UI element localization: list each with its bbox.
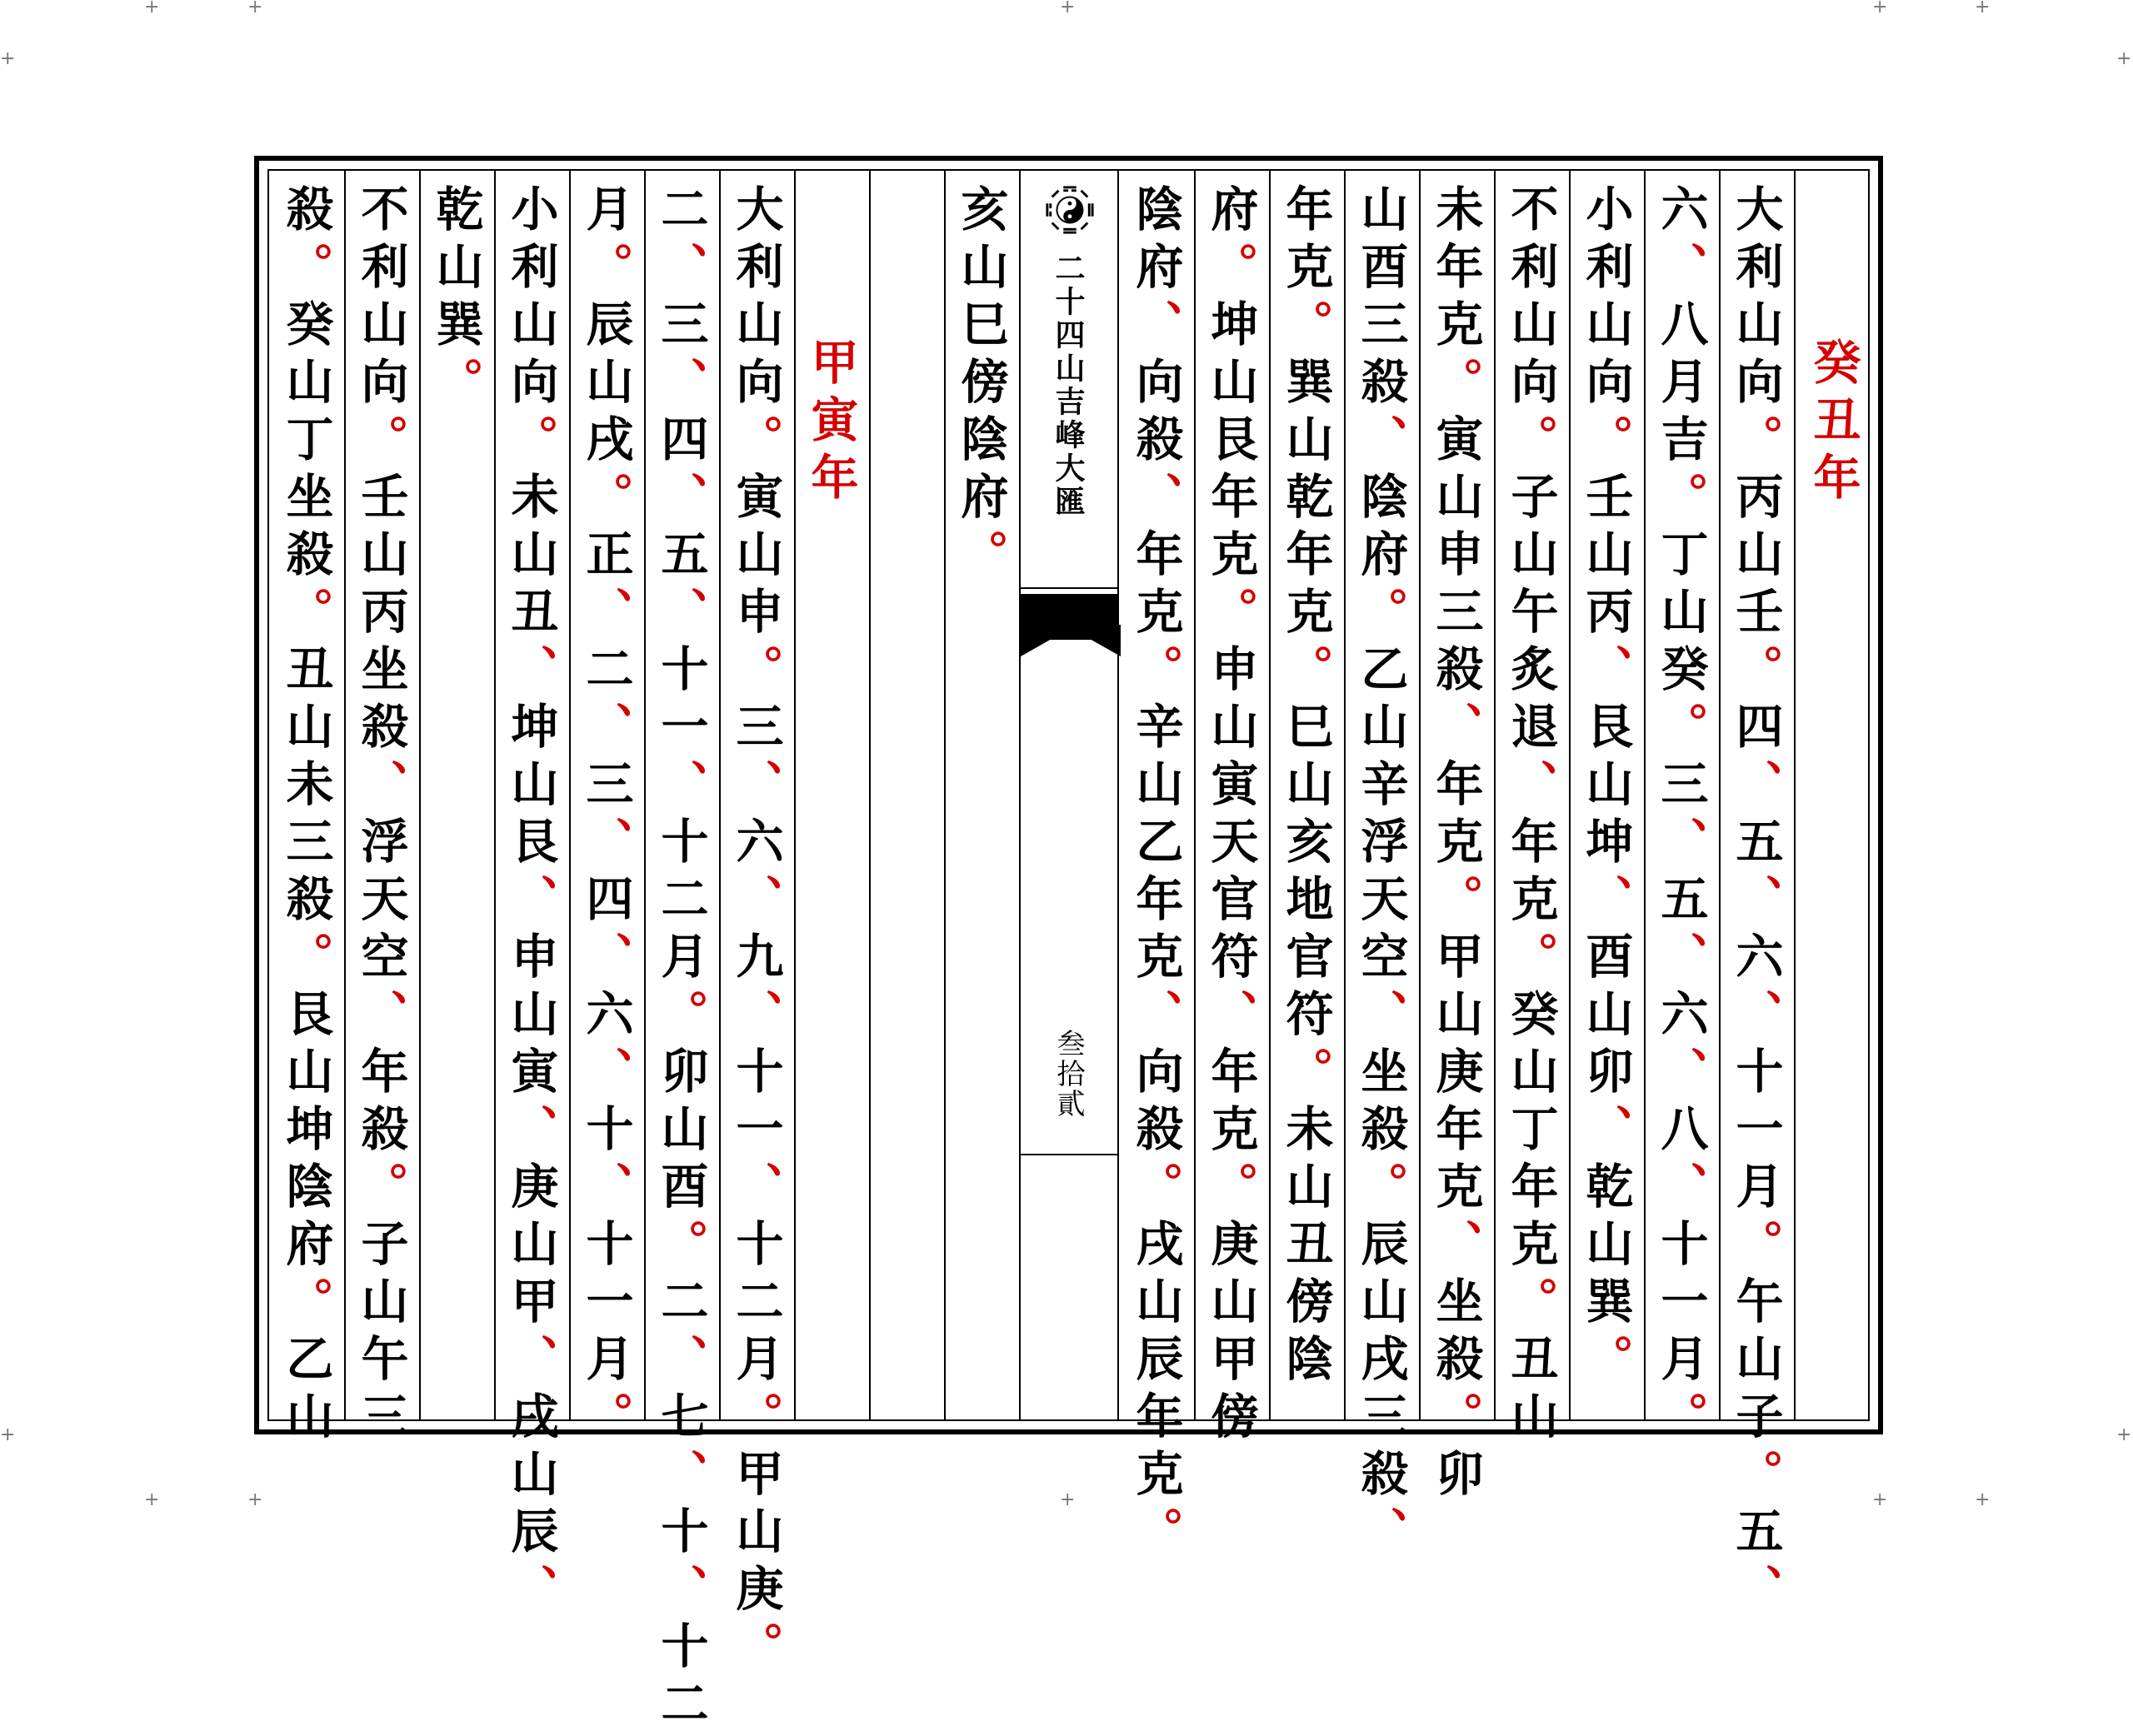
left-text-column-2 [644,171,719,1736]
punctuation-mark: 、 [1728,989,1784,1046]
punctuation-mark: 。 [278,242,334,299]
column-text: 六、八月吉。丁山癸。三、五、六、八、十一月。 [1653,184,1709,1449]
punctuation-mark: 。 [1653,471,1709,529]
crop-mark: + [2116,48,2132,69]
punctuation-mark: 、 [578,1046,634,1104]
crop-mark: + [247,1489,263,1510]
punctuation-mark: 、 [653,1564,709,1621]
column-text: 亥山巳傍陰府。 [953,184,1009,586]
punctuation-mark: 、 [578,701,634,759]
punctuation-mark: 、 [1128,989,1184,1046]
punctuation-mark: 。 [1653,1391,1709,1449]
punctuation-mark: 。 [1128,1506,1184,1564]
punctuation-mark: 。 [1278,644,1334,701]
punctuation-mark: 。 [728,1621,784,1679]
punctuation-mark: 、 [503,644,559,701]
punctuation-mark: 。 [953,529,1009,586]
punctuation-mark: 、 [653,759,709,816]
crop-mark: + [247,0,263,17]
middle-text-column [944,171,1019,1419]
punctuation-mark: 。 [1503,1276,1559,1334]
column-text: 二、三、四、五、十一、十二月。卯山酉。二、七、十、十二 [653,184,709,1736]
right-text-column-3 [1569,171,1644,1419]
punctuation-mark: 。 [1203,242,1259,299]
punctuation-mark: 。 [1428,357,1484,414]
punctuation-mark: 、 [1653,931,1709,989]
punctuation-mark: 。 [1278,1046,1334,1104]
punctuation-mark: 、 [353,989,409,1046]
punctuation-mark: 、 [728,759,784,816]
left-text-column-3 [569,171,644,1449]
crop-mark: + [1872,0,1888,17]
right-text-column-7 [1269,171,1344,1419]
punctuation-mark: 。 [1203,1161,1259,1219]
punctuation-mark: 、 [578,816,634,874]
punctuation-mark: 、 [1728,1564,1784,1621]
punctuation-mark: 、 [1503,759,1559,816]
crop-mark: + [0,48,16,69]
punctuation-mark: 。 [353,414,409,471]
punctuation-mark: 、 [728,874,784,931]
column-text: 乾山巽。 [428,184,484,414]
book-spread [254,156,1883,1736]
punctuation-mark: 、 [578,586,634,644]
punctuation-mark: 。 [278,586,334,644]
spine-divider [1021,587,1117,589]
punctuation-mark: 、 [503,1564,559,1621]
crop-mark: + [0,1424,16,1445]
column-text: 殺。癸山丁坐殺。丑山未三殺。艮山坤陰府。乙山 [278,184,334,1449]
punctuation-mark: 、 [653,242,709,299]
punctuation-mark: 。 [1653,701,1709,759]
right-text-column-5 [1419,171,1494,1506]
punctuation-mark: 、 [1353,989,1409,1046]
crop-mark: + [144,0,160,17]
section-heading-guichou [1794,171,1871,1419]
punctuation-mark: 、 [1653,1046,1709,1104]
punctuation-mark: 、 [503,874,559,931]
punctuation-mark: 。 [1728,644,1784,701]
punctuation-mark: 、 [728,989,784,1046]
punctuation-mark: 、 [1578,874,1634,931]
bagua-taiji-icon [1044,184,1096,236]
left-text-column-7 [269,171,344,1449]
right-text-column-6 [1344,171,1419,1564]
left-text-column-5 [419,171,494,1419]
punctuation-mark: 。 [578,1391,634,1449]
right-text-column-4 [1494,171,1569,1449]
punctuation-mark: 、 [653,357,709,414]
spine-title: 二十四山吉峰大匯 [1051,252,1086,519]
section-heading-jiayin [794,171,869,1419]
punctuation-mark: 。 [1728,414,1784,471]
punctuation-mark: 。 [1728,1219,1784,1276]
punctuation-mark: 、 [1353,414,1409,471]
crop-mark: + [1060,1489,1076,1510]
left-text-column-6 [344,171,419,1449]
punctuation-mark: 。 [653,989,709,1046]
column-text: 月。辰山戌。正、二、三、四、六、十、十一月。 [578,184,634,1449]
right-text-column-2 [1644,171,1719,1449]
punctuation-mark: 。 [1203,586,1259,644]
column-text: 不利山向。子山午炙退、年克。癸山丁年克。丑山 [1503,184,1559,1449]
punctuation-mark: 。 [428,357,484,414]
punctuation-mark: 、 [1578,1104,1634,1161]
punctuation-mark: 。 [278,1276,334,1334]
punctuation-mark: 。 [1278,299,1334,357]
punctuation-mark: 、 [1728,759,1784,816]
column-text: 小利山向。壬山丙、艮山坤、酉山卯、乾山巽。 [1578,184,1634,1391]
punctuation-mark: 。 [1428,1391,1484,1449]
punctuation-mark: 、 [653,1449,709,1506]
crop-mark: + [144,1489,160,1510]
punctuation-mark: 、 [1128,471,1184,529]
punctuation-mark: 。 [1128,644,1184,701]
column-text: 山酉三殺、陰府。乙山辛浮天空、坐殺。辰山戌三殺、 [1353,184,1409,1564]
right-text-column-9 [1119,171,1194,1564]
page-number: 叁拾貳 [1052,1029,1085,1119]
crop-mark: + [1060,0,1076,17]
column-text: 未年克。寅山申三殺、年克。甲山庚年克、坐殺。卯 [1428,184,1484,1506]
punctuation-mark: 。 [278,931,334,989]
punctuation-mark: 。 [728,414,784,471]
punctuation-mark: 。 [353,1161,409,1219]
punctuation-mark: 。 [578,471,634,529]
punctuation-mark: 、 [503,1334,559,1391]
punctuation-mark: 、 [353,759,409,816]
right-text-column-1 [1719,171,1794,1621]
punctuation-mark: 、 [1728,874,1784,931]
punctuation-mark: 、 [578,1161,634,1219]
punctuation-mark: 。 [1728,1449,1784,1506]
page-frame [267,169,1870,1736]
punctuation-mark: 、 [578,931,634,989]
column-text: 不利山向。壬山丙坐殺、浮天空、年殺。子山午三 [353,184,409,1449]
column-text: 大利山向。丙山壬。四、五、六、十一月。午山子。五、 [1728,184,1784,1621]
crop-mark: + [1975,0,1991,17]
punctuation-mark: 、 [1653,1161,1709,1219]
punctuation-mark: 、 [1653,242,1709,299]
crop-mark: + [1872,1489,1888,1510]
heading-text: 癸丑年 [1806,337,1861,510]
left-text-column-4 [494,171,569,1621]
punctuation-mark: 。 [1353,1161,1409,1219]
column-text: 大利山向。寅山申。三、六、九、十一、十二月。甲山庚。 [728,184,784,1679]
punctuation-mark: 、 [1578,644,1634,701]
column-text: 府。坤山艮年克。申山寅天官符、年克。庚山甲傍 [1203,184,1259,1449]
spine-divider [1021,1154,1117,1155]
punctuation-mark: 、 [503,1104,559,1161]
column-text: 小利山向。未山丑、坤山艮、申山寅、庚山甲、戌山辰、 [503,184,559,1621]
punctuation-mark: 。 [1578,1334,1634,1391]
punctuation-mark: 。 [503,414,559,471]
left-text-column-1 [719,171,794,1679]
punctuation-mark: 、 [653,1334,709,1391]
punctuation-mark: 、 [1428,701,1484,759]
fishtail-notch-icon [1021,625,1121,658]
punctuation-mark: 。 [1353,586,1409,644]
punctuation-mark: 、 [1128,299,1184,357]
punctuation-mark: 、 [728,1161,784,1219]
punctuation-mark: 。 [1428,874,1484,931]
empty-column [869,171,944,1419]
column-text: 陰府、向殺、年克。辛山乙年克、向殺。戌山辰年克。 [1128,184,1184,1564]
column-text: 年克。巽山乾年克。巳山亥地官符。未山丑傍陰 [1278,184,1334,1391]
punctuation-mark: 。 [728,1391,784,1449]
heading-text: 甲寅年 [803,337,859,510]
punctuation-mark: 、 [1203,989,1259,1046]
punctuation-mark: 。 [1578,414,1634,471]
punctuation-mark: 。 [728,644,784,701]
punctuation-mark: 。 [1503,414,1559,471]
punctuation-mark: 、 [1653,816,1709,874]
crop-mark: + [2116,1424,2132,1445]
crop-mark: + [1975,1489,1991,1510]
punctuation-mark: 。 [1128,1161,1184,1219]
right-text-column-8 [1194,171,1269,1449]
punctuation-mark: 。 [1503,931,1559,989]
punctuation-mark: 。 [653,1219,709,1276]
punctuation-mark: 、 [1353,1506,1409,1564]
punctuation-mark: 、 [1428,1219,1484,1276]
book-spine [1019,171,1119,1419]
punctuation-mark: 、 [653,586,709,644]
punctuation-mark: 。 [578,242,634,299]
punctuation-mark: 、 [653,471,709,529]
